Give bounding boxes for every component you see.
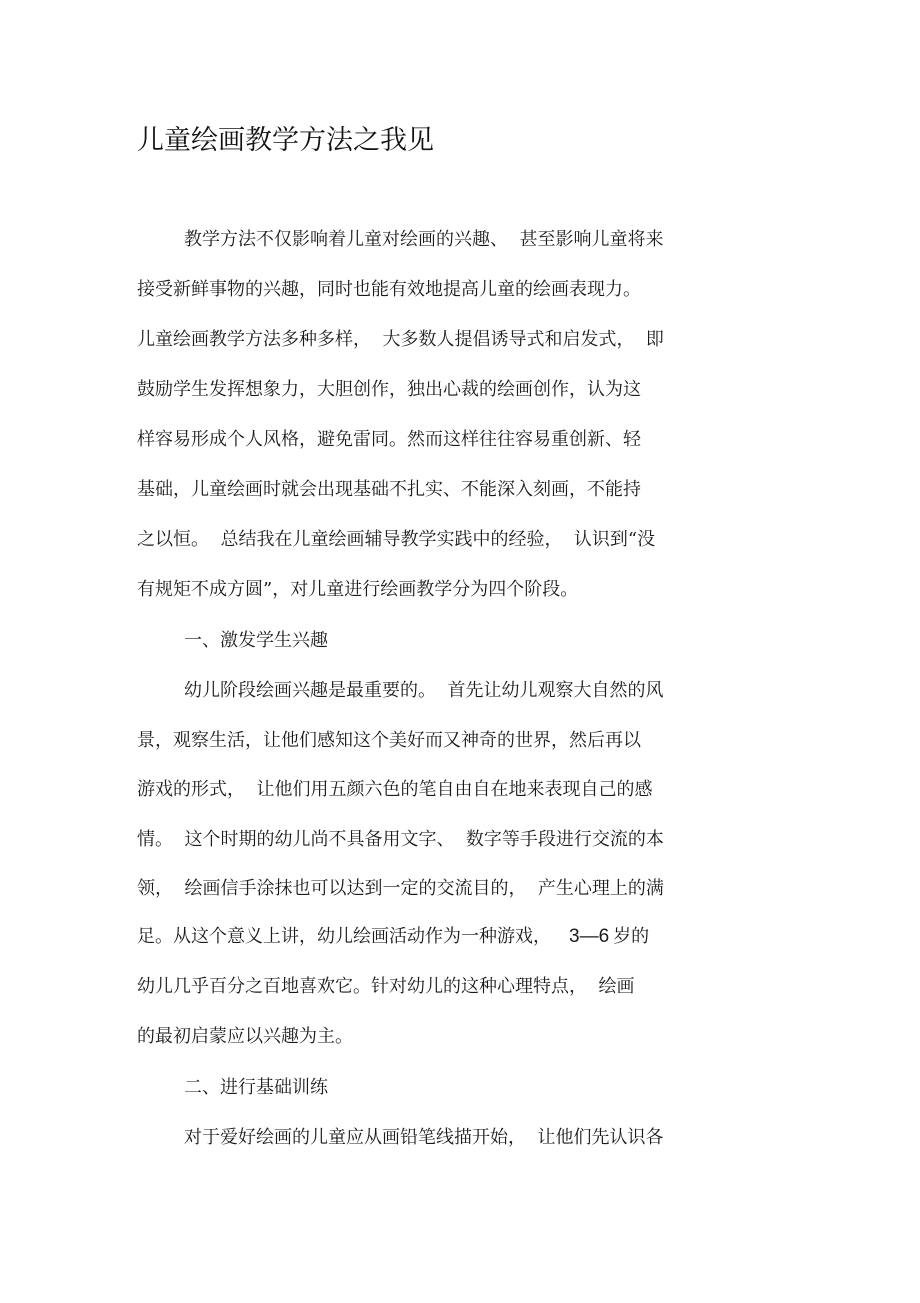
text-line: 对于爱好绘画的儿童应从画铅笔线描开始， 让他们先认识各 xyxy=(184,1127,664,1148)
text-line: 情。 这个时期的幼儿尚不具备用文字、 数字等手段进行交流的本 xyxy=(137,829,664,850)
section-heading: 二、进行基础训练 xyxy=(184,1077,328,1098)
age-range: 3—6 xyxy=(569,926,610,947)
text-line: 鼓励学生发挥想象力，大胆创作，独出心裁的绘画创作，认为这 xyxy=(137,379,641,400)
text-line: 样容易形成个人风格，避免雷同。然而这样往往容易重创新、轻 xyxy=(137,429,641,450)
text-line: 幼儿阶段绘画兴趣是最重要的。 首先让幼儿观察大自然的风 xyxy=(184,680,664,701)
text-line: 教学方法不仅影响着儿童对绘画的兴趣、 甚至影响儿童将来 xyxy=(184,229,664,250)
text-line xyxy=(137,925,649,949)
text-line: 儿童绘画教学方法多种多样， 大多数人提倡诱导式和启发式， 即 xyxy=(137,329,664,350)
text-line: 接受新鲜事物的兴趣，同时也能有效地提高儿童的绘画表现力。 xyxy=(137,279,641,300)
text-segment: 足。从这个意义上讲，幼儿绘画活动作为一种游戏， xyxy=(137,926,551,947)
page-title: 儿童绘画教学方法之我见 xyxy=(137,125,434,156)
text-line: 游戏的形式， 让他们用五颜六色的笔自由自在地来表现自己的感 xyxy=(137,779,653,800)
section-heading: 一、激发学生兴趣 xyxy=(184,630,328,651)
text-line: 基础，儿童绘画时就会出现基础不扎实、不能深入刻画，不能持 xyxy=(137,479,641,500)
text-line: 领， 绘画信手涂抹也可以达到一定的交流目的， 产生心理上的满 xyxy=(137,878,664,899)
text-line: 有规矩不成方圆”，对儿童进行绘画教学分为四个阶段。 xyxy=(137,579,579,600)
text-segment: 岁的 xyxy=(613,926,650,947)
text-line: 之以恒。 总结我在儿童绘画辅导教学实践中的经验， 认识到“没 xyxy=(137,529,656,550)
text-line: 幼儿几乎百分之百地喜欢它。针对幼儿的这种心理特点， 绘画 xyxy=(137,976,635,997)
text-line: 的最初启蒙应以兴趣为主。 xyxy=(137,1026,353,1047)
text-line: 景，观察生活，让他们感知这个美好而又神奇的世界，然后再以 xyxy=(137,730,641,751)
